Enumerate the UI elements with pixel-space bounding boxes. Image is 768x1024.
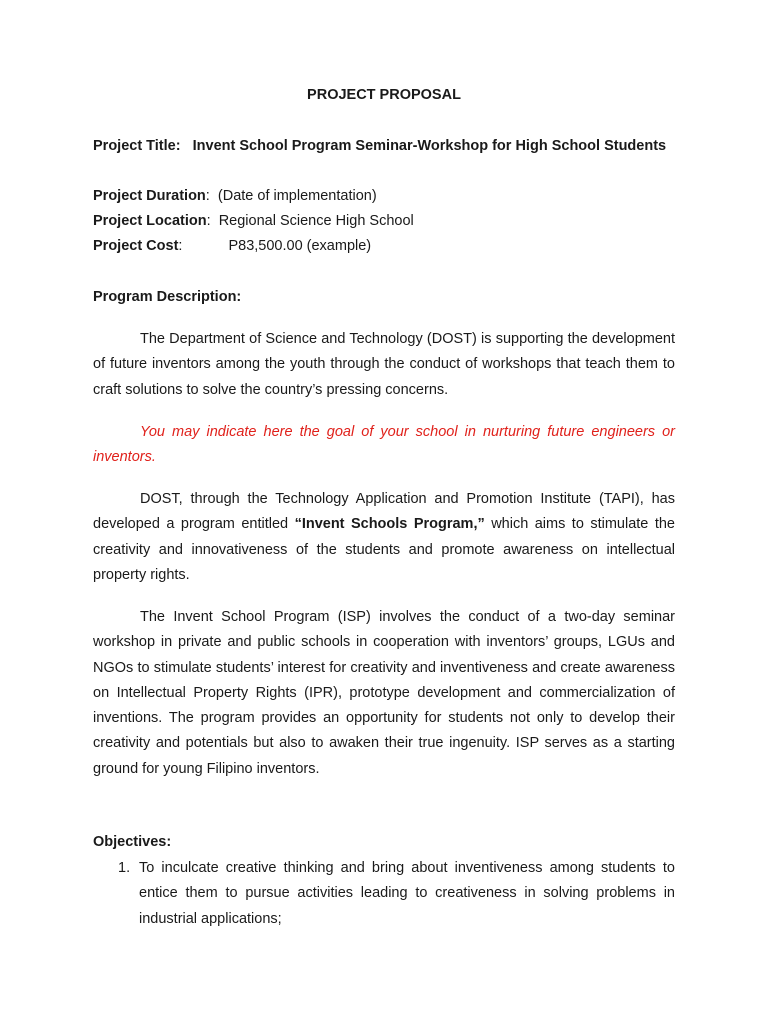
project-cost-field: Project Cost: P83,500.00 (example) xyxy=(93,238,372,254)
program-name-bold: “Invent Schools Program,” xyxy=(294,516,485,533)
paragraph-dost-support: The Department of Science and Technology (DOST) is supporting the development of future inventors among the youth through the conduct of workshops that teach them to craft solutions to solve the country’s pressing concerns. xyxy=(93,331,675,398)
project-title-value: Invent School Program Seminar-Workshop for High School Students xyxy=(192,138,667,154)
project-title-label: Project Title: xyxy=(93,138,181,154)
project-duration-value: (Date of implementation) xyxy=(217,188,377,204)
objectives-heading: Objectives: xyxy=(93,834,172,850)
objective-number: 1. xyxy=(118,860,131,876)
paragraph-school-goal-note: You may indicate here the goal of your school in nurturing future engineers or inventors. xyxy=(93,424,675,466)
document-title: PROJECT PROPOSAL xyxy=(307,87,461,103)
program-description-heading: Program Description: xyxy=(93,289,242,305)
project-duration-label: Project Duration xyxy=(93,188,206,204)
project-location-field: Project Location: Regional Science High School xyxy=(93,213,414,229)
paragraph-tapi-text-end: which aims to stimulate the creativity and innovativeness of the students and promote awareness on intellectual property rights. xyxy=(93,516,675,583)
project-location-value: Regional Science High School xyxy=(218,213,414,229)
objective-text: To inculcate creative thinking and bring about inventiveness among students to entice them to pursue activities leading to creativeness in solving problems in industrial applications; xyxy=(139,860,675,927)
paragraph-tapi-program xyxy=(93,487,675,588)
project-title-field xyxy=(93,134,675,159)
project-location-label: Project Location xyxy=(93,213,207,229)
project-cost-value: P83,500.00 (example) xyxy=(228,238,372,254)
paragraph-isp-description: The Invent School Program (ISP) involves the conduct of a two-day seminar workshop in private and public schools in cooperation with inventors’ groups, LGUs and NGOs to stimulate students’ interest for creativity and inventiveness and create awareness on Intellectual Property Rights (IPR), prototype development and commercialization of inventions. The program provides an opportunity for students not only to develop their creativity and potentials but also to awaken their true ingenuity. ISP serves as a starting ground for young Filipino inventors. xyxy=(93,609,675,777)
paragraph-tapi-text-start: DOST, through the Technology Application and Promotion Institute (TAPI), has developed a program entitled xyxy=(93,491,675,533)
project-duration-field: Project Duration: (Date of implementation) xyxy=(93,188,377,204)
project-cost-label: Project Cost xyxy=(93,238,179,254)
